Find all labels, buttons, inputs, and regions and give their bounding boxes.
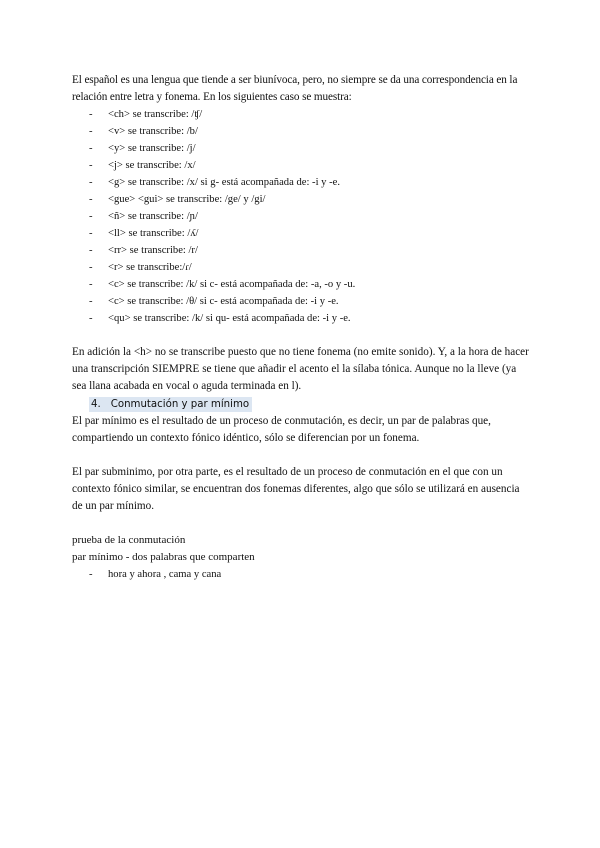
list-item: - <r> se transcribe:/ɾ/ bbox=[72, 259, 532, 276]
section-heading-highlight bbox=[89, 397, 252, 412]
list-item: - <gue> <gui> se transcribe: /ge/ y /gi/ bbox=[72, 191, 532, 208]
notes-line-1: prueba de la conmutación bbox=[72, 534, 186, 546]
h-rule-paragraph: En adición la <h> no se transcribe puesto que no tiene fonema (no emite sonido). Y, a la hora de hacer una transcripción SIEMPRE se tiene que añadir el acento el la sílaba tónica. Aunque no la lleve (ya sea llana acabada en vocal o aguda terminada en l). bbox=[72, 346, 529, 392]
list-item: - <j> se transcribe: /x/ bbox=[72, 157, 532, 174]
examples-list bbox=[72, 566, 532, 583]
section-title: Conmutación y par mínimo bbox=[110, 399, 250, 410]
document-page bbox=[72, 72, 532, 583]
list-item: - <c> se transcribe: /θ/ si c- está acompañada de: -i y -e. bbox=[72, 293, 532, 310]
notes-line-2: par mínimo - dos palabras que comparten bbox=[72, 551, 255, 563]
list-item: - <g> se transcribe: /x/ si g- está acompañada de: -i y -e. bbox=[72, 174, 532, 191]
transcription-rules-list bbox=[72, 106, 532, 327]
par-subminimo-paragraph: El par subminimo, por otra parte, es el resultado de un proceso de conmutación en el que con un contexto fónico similar, se encuentran dos fonemas diferentes, algo que sólo se utilizará en ausencia de un par mínimo. bbox=[72, 466, 520, 512]
list-item: - hora y ahora , cama y cana bbox=[72, 566, 532, 583]
intro-paragraph: El español es una lengua que tiende a ser biunívoca, pero, no siempre se da una correspondencia en la relación entre letra y fonema. En los siguientes caso se muestra: bbox=[72, 74, 518, 103]
list-item: - <c> se transcribe: /k/ si c- está acompañada de: -a, -o y -u. bbox=[72, 276, 532, 293]
list-item: - <ñ> se transcribe: /ɲ/ bbox=[72, 208, 532, 225]
section-heading bbox=[89, 396, 532, 413]
list-item: - <ch> se transcribe: /ʧ/ bbox=[72, 106, 532, 123]
list-item: - <rr> se transcribe: /r/ bbox=[72, 242, 532, 259]
list-item: - <ll> se transcribe: /ʎ/ bbox=[72, 225, 532, 242]
par-minimo-paragraph: El par mínimo es el resultado de un proceso de conmutación, es decir, un par de palabras que, compartiendo un contexto fónico idéntico, sólo se diferencian por un fonema. bbox=[72, 415, 491, 444]
section-number: 4. bbox=[91, 399, 101, 410]
list-item: - <y> se transcribe: /j/ bbox=[72, 140, 532, 157]
list-item: - <v> se transcribe: /b/ bbox=[72, 123, 532, 140]
list-item: - <qu> se transcribe: /k/ si qu- está acompañada de: -i y -e. bbox=[72, 310, 532, 327]
